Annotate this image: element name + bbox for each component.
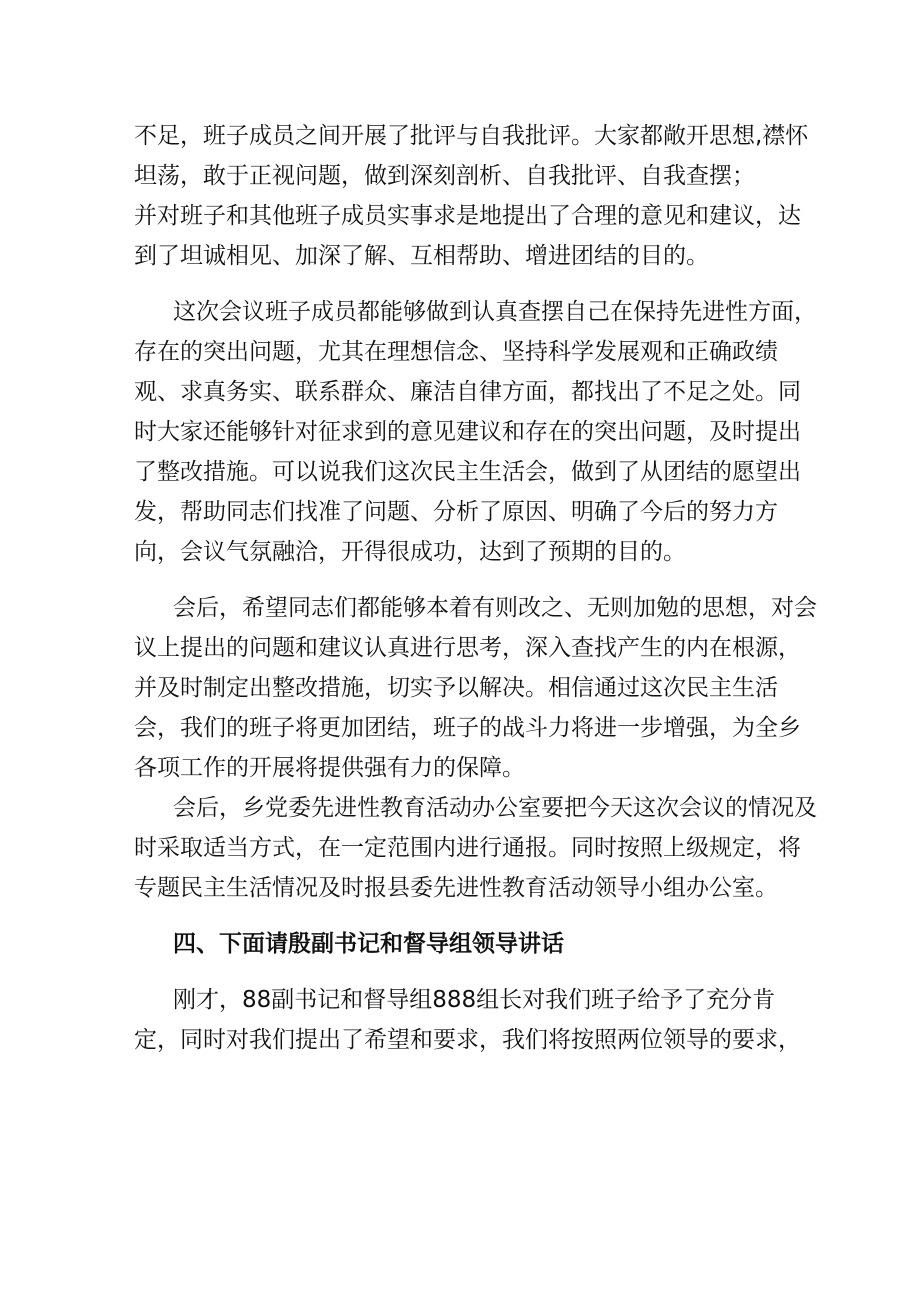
- paragraph-gap: [134, 908, 794, 924]
- text-line: 会，我们的班子将更加团结，班子的战斗力将进一步增强，为全乡: [134, 715, 801, 741]
- paragraph-gap: [134, 964, 794, 980]
- paragraph-closing: [134, 980, 801, 1060]
- paragraph-criticism: [134, 116, 809, 276]
- text-line: 观、求真务实、联系群众、廉洁自律方面，都找出了不足之处。同: [134, 379, 801, 405]
- text-line: 这次会议班子成员都能够做到认真查摆自己在保持先进性方面，: [173, 299, 817, 325]
- paragraph-after-meeting-report: [134, 788, 817, 908]
- text-line: 坦荡，敢于正视问题，做到深刻剖析、自我批评、自我查摆；: [134, 163, 755, 189]
- text-line: 各项工作的开展将提供强有力的保障。: [134, 755, 525, 781]
- text-line: 到了坦诚相见、加深了解、互相帮助、增进团结的目的。: [134, 243, 709, 269]
- text-line: 发，帮助同志们找准了问题、分析了原因、明确了今后的努力方: [134, 499, 778, 525]
- text-line: 刚才，88副书记和督导组888组长对我们班子给予了充分肯: [173, 987, 776, 1013]
- text-line: 不足，班子成员之间开展了批评与自我批评。大家都敞开思想,襟怀: [134, 123, 809, 149]
- text-line: 向，会议气氛融洽，开得很成功，达到了预期的目的。: [134, 539, 686, 565]
- text-line: 定，同时对我们提出了希望和要求，我们将按照两位领导的要求，: [134, 1027, 801, 1053]
- paragraph-after-meeting-hope: [134, 588, 817, 788]
- text-line: 了整改措施。可以说我们这次民主生活会，做到了从团结的愿望出: [134, 459, 801, 485]
- text-line: 专题民主生活情况及时报县委先进性教育活动领导小组办公室。: [134, 875, 778, 901]
- paragraph-meeting-review: [134, 292, 817, 572]
- paragraph-gap: [134, 276, 794, 292]
- text-line: 时大家还能够针对征求到的意见建议和存在的突出问题，及时提出: [134, 419, 801, 445]
- heading-text: 四、下面请殷副书记和督导组领导讲话: [173, 931, 564, 957]
- document-body: [134, 116, 817, 1060]
- text-line: 并及时制定出整改措施，切实予以解决。相信通过这次民主生活: [134, 675, 778, 701]
- text-line: 并对班子和其他班子成员实事求是地提出了合理的意见和建议，达: [134, 203, 801, 229]
- section-heading: [134, 924, 794, 964]
- paragraph-gap: [134, 572, 794, 588]
- text-line: 议上提出的问题和建议认真进行思考，深入查找产生的内在根源，: [134, 635, 801, 661]
- text-line: 存在的突出问题，尤其在理想信念、坚持科学发展观和正确政绩: [134, 339, 778, 365]
- text-line: 会后，希望同志们都能够本着有则改之、无则加勉的思想，对会: [173, 595, 817, 621]
- text-line: 会后，乡党委先进性教育活动办公室要把今天这次会议的情况及: [173, 795, 817, 821]
- text-line: 时采取适当方式，在一定范围内进行通报。同时按照上级规定，将: [134, 835, 801, 861]
